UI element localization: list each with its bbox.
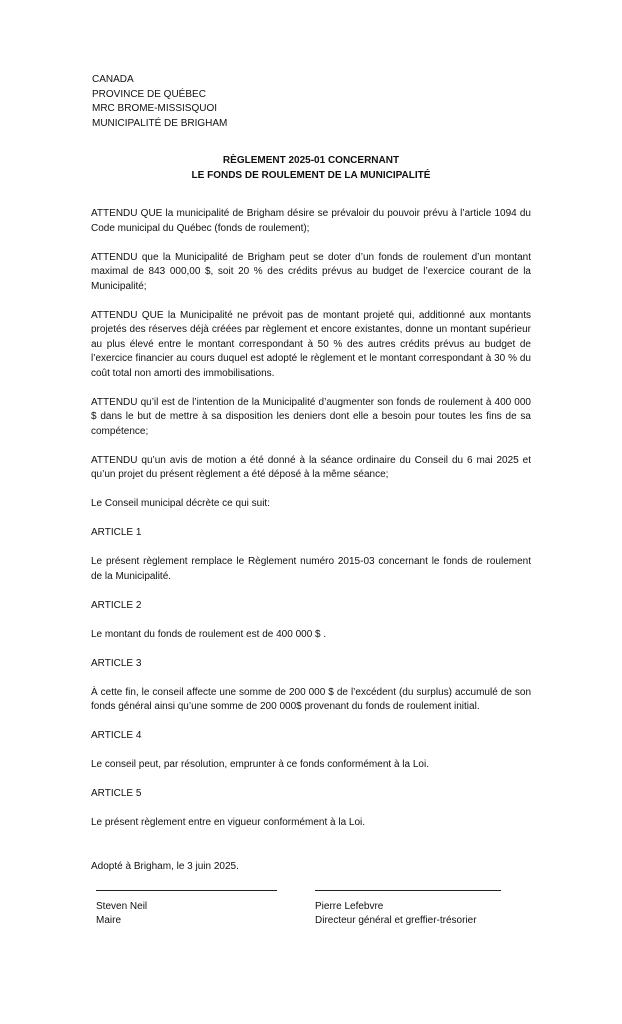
whereas-paragraph-2: ATTENDU que la Municipalité de Brigham peut se doter d’un fonds de roulement d’un montant maximal de 843 000,00 $, soit 20 % des crédits prévus au budget de l’exercice courant de la Municipalité; (91, 251, 531, 292)
whereas-paragraph-1: ATTENDU QUE la municipalité de Brigham désire se prévaloir du pouvoir prévu à l’article 1094 du Code municipal du Québec (fonds de roulement); (91, 208, 531, 234)
article-2-heading: ARTICLE 2 (91, 599, 142, 611)
signature-line (315, 890, 501, 891)
article-4-text: Le conseil peut, par résolution, emprunter à ce fonds conformément à la Loi. (91, 759, 429, 770)
article-3-heading: ARTICLE 3 (91, 657, 142, 669)
signatory-role: Maire (96, 914, 122, 926)
title-line-1: RÈGLEMENT 2025-01 CONCERNANT (222, 155, 400, 166)
article-3-text: À cette fin, le conseil affecte une somme de 200 000 $ de l’excédent (du surplus) accumulé de son fonds général ainsi qu’une somme de 200 000$ provenant du fonds de roulement initial. (91, 686, 531, 712)
signature-mayor (96, 890, 277, 927)
jurisdiction-header (92, 73, 227, 131)
header-line-province: PROVINCE DE QUÉBEC (92, 88, 206, 100)
article-1-heading: ARTICLE 1 (91, 527, 142, 538)
whereas-paragraph-4: ATTENDU qu’il est de l’intention de la Municipalité d’augmenter son fonds de roulement à 400 000 $ dans le but de mettre à sa disposition les deniers dont elle a besoin pour toutes les fins de sa compétence; (91, 396, 531, 437)
document-title (0, 154, 622, 183)
title-line-2: LE FONDS DE ROULEMENT DE LA MUNICIPALITÉ (191, 169, 431, 181)
signatory-name: Pierre Lefebvre (315, 901, 384, 912)
article-2-text: Le montant du fonds de roulement est de 400 000 $ . (91, 628, 327, 640)
signatory-role: Directeur général et greffier-trésorier (315, 914, 477, 926)
header-line-municipality: MUNICIPALITÉ DE BRIGHAM (92, 117, 228, 129)
whereas-paragraph-3: ATTENDU QUE la Municipalité ne prévoit pas de montant projeté qui, additionné aux montants projetés des réserves déjà créées par règlement et encore existantes, donne un montant supérieur au plus élevé entre le montant correspondant à 50 % des autres crédits prévus au budget de l’exercice financier au cours duquel est adopté le règlement et le montant correspondant à 30 % du coût total non amorti des immobilisations. (91, 309, 531, 379)
article-5-heading: ARTICLE 5 (91, 788, 142, 799)
article-4-heading: ARTICLE 4 (91, 730, 142, 741)
decree-paragraph: Le Conseil municipal décrète ce qui suit: (91, 498, 270, 509)
signature-line (96, 890, 277, 891)
article-1-text: Le présent règlement remplace le Règlement numéro 2015-03 concernant le fonds de roulement de la Municipalité. (91, 556, 531, 582)
signatory-name: Steven Neil (96, 901, 148, 912)
adoption-statement: Adopté à Brigham, le 3 juin 2025. (91, 860, 239, 872)
header-line-country: CANADA (92, 74, 134, 85)
document-body (91, 207, 531, 874)
article-5-text: Le présent règlement entre en vigueur conformément à la Loi. (91, 817, 366, 828)
signature-director (315, 890, 501, 927)
whereas-paragraph-5: ATTENDU qu’un avis de motion a été donné à la séance ordinaire du Conseil du 6 mai 2025 et qu’un projet du présent règlement a été déposé à la même séance; (91, 454, 531, 480)
header-line-mrc: MRC BROME-MISSISQUOI (92, 103, 218, 114)
